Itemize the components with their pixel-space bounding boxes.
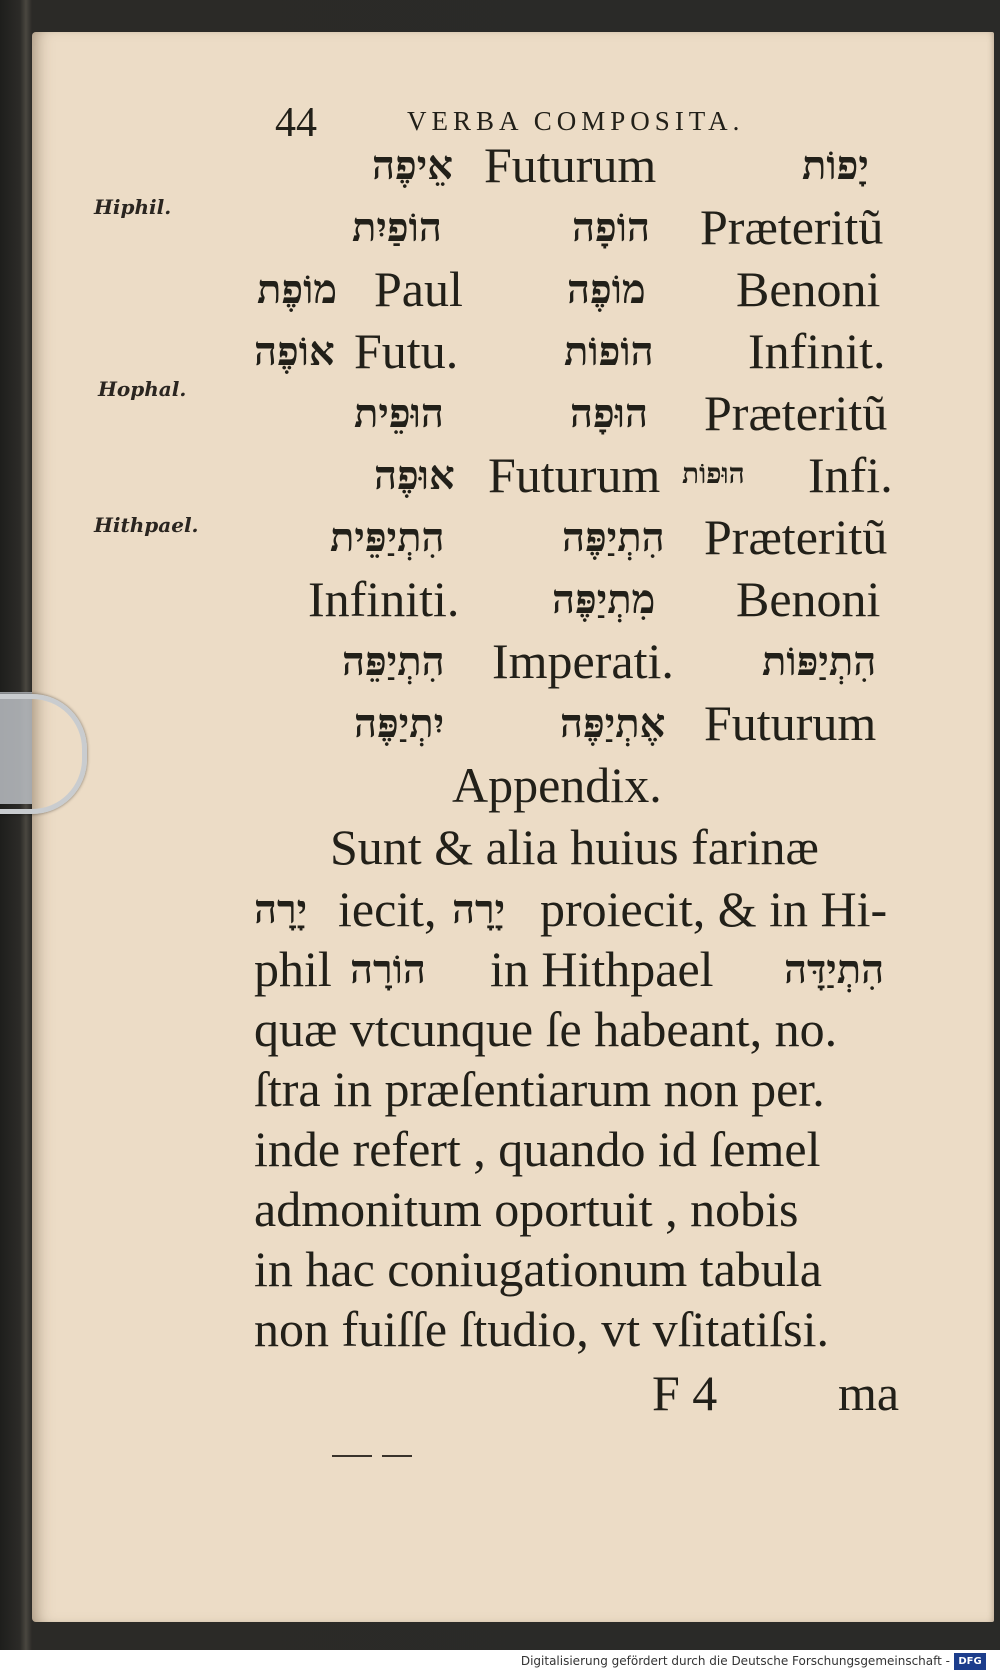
body-line: iecit, [338, 881, 437, 937]
hebrew-word: הִתְיַפּוֹת [762, 638, 877, 685]
book-page [32, 32, 994, 1622]
hebrew-word: הִתְיַפֵּית [330, 514, 445, 561]
credit-bar [0, 1650, 1000, 1674]
body-line: phil [254, 941, 332, 997]
dfg-logo: DFG [954, 1653, 986, 1670]
hebrew-word: אוּפֶה [374, 452, 455, 499]
credit-text: Digitalisierung gefördert durch die Deutsche Forschungsgemeinschaft - [520, 1654, 950, 1668]
margin-label-hophal: Hophal. [98, 377, 187, 401]
underline-mark [382, 1455, 412, 1457]
body-line: admonitum oportuit , nobis [254, 1181, 799, 1237]
hebrew-word: אוֹפֶה [254, 328, 335, 375]
conjugation-label: Benoni [736, 571, 881, 627]
body-line: in hac coniugationum tabula [254, 1241, 822, 1297]
conjugation-label: Paul [374, 261, 463, 317]
body-line: quæ vtcunque ſe habeant, no. [254, 1001, 838, 1057]
hebrew-word: הוּפוֹת [682, 457, 745, 490]
body-line: ſtra in præſentiarum non per. [254, 1061, 825, 1117]
running-title: VERBA COMPOSITA. [407, 106, 745, 136]
margin-label-hithpael: Hithpael. [94, 513, 199, 537]
body-line: inde refert , quando id ſemel [254, 1121, 821, 1177]
hebrew-word: הִתְיַפֵּה [342, 638, 445, 685]
body-line: proiecit, & in Hi- [540, 881, 888, 937]
body-line: Sunt & alia huius farinæ [330, 819, 819, 875]
conjugation-label: Præteritũ [704, 385, 888, 441]
hebrew-word: הוֹרָה [350, 946, 426, 993]
margin-label-hiphil: Hiphil. [94, 195, 172, 219]
conjugation-label: Imperati. [492, 633, 674, 689]
body-line: in Hithpael [490, 941, 714, 997]
hebrew-word: הוֹפוֹת [564, 328, 654, 375]
conjugation-label: Futurum [704, 695, 877, 751]
hebrew-word: מוֹפֶה [567, 266, 646, 313]
conjugation-label: Infi. [808, 447, 893, 503]
hebrew-word: יָרָה [452, 886, 506, 933]
conjugation-label: Futurum [488, 447, 661, 503]
hebrew-word: יִתְיַפֶּה [354, 700, 445, 747]
signature-mark: F 4 [652, 1365, 718, 1421]
conjugation-label: Præteritũ [704, 509, 888, 565]
hebrew-word: הִתְיַפֶּה [562, 514, 665, 561]
conjugation-label: Benoni [736, 261, 881, 317]
page-number: 44 [275, 100, 317, 146]
hebrew-word: אֵיפֶה [372, 142, 453, 189]
hebrew-word: הוּפֵית [354, 390, 444, 437]
hebrew-word: הוֹפָה [572, 204, 651, 251]
hebrew-word: יָרָה [254, 886, 308, 933]
conjugation-label: Futurum [484, 137, 657, 193]
conjugation-label: Futu. [354, 323, 459, 379]
hebrew-word: הוּפָה [570, 390, 649, 437]
hebrew-word: הִתְיַדָּה [784, 946, 885, 993]
catchword: ma [838, 1365, 900, 1421]
hebrew-word: מוֹפֶת [257, 266, 338, 313]
hebrew-word: אֶתְיַפֶּה [560, 700, 666, 747]
hebrew-word: הוֹפַיִת [352, 204, 442, 251]
underline-mark [332, 1455, 372, 1457]
hebrew-word: יָפוֹת [802, 142, 869, 189]
conjugation-label: Præteritũ [700, 199, 884, 255]
conjugation-label: Infinit. [748, 323, 886, 379]
section-heading: Appendix. [452, 757, 662, 813]
hebrew-word: מִתְיַפֶּה [552, 576, 656, 623]
body-line: non fuiſſe ſtudio, vt vſitatiſsi. [254, 1301, 829, 1357]
conjugation-label: Infiniti. [308, 571, 460, 627]
